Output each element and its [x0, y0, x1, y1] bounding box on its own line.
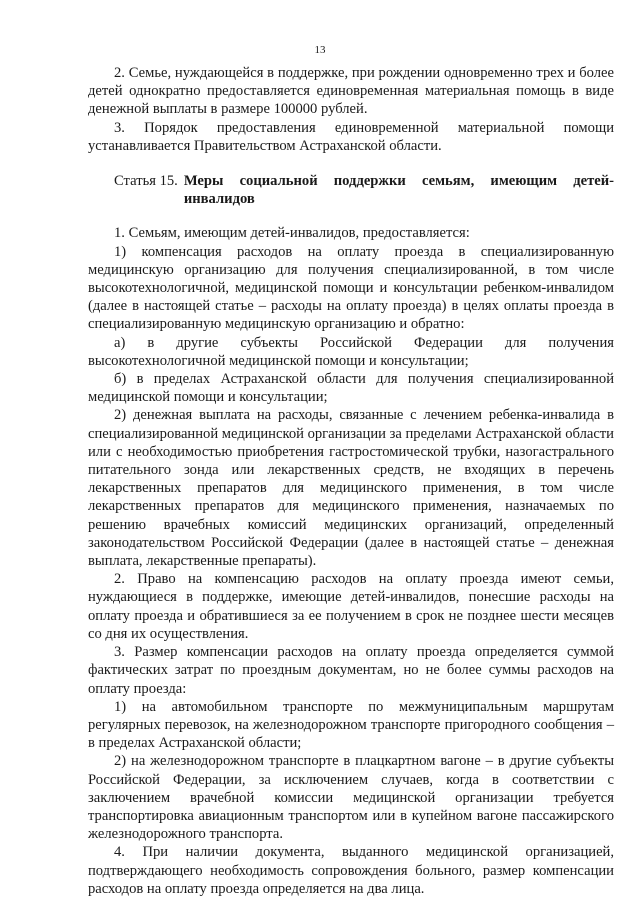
paragraph: 2. Право на компенсацию расходов на оплату проезда имеют семьи, нуждающиеся в поддержке, имеющие детей-инвалидов, понесшие расходы на оплату проезда и обратившиеся за ее получением в срок не позднее шести месяцев со дня их осуществления.	[88, 571, 614, 642]
paragraph: 3. Порядок предоставления единовременной материальной помощи устанавливается Правительством Астраханской области.	[88, 119, 614, 154]
paragraph: 1. Семьям, имеющим детей-инвалидов, предоставляется:	[114, 225, 470, 242]
paragraph: 2) на железнодорожном транспорте в плацкартном вагоне – в другие субъекты Российской Федерации, за исключением случаев, когда в соответствии с заключением врачебной комиссии медицинской организации требуется транспортировка авиационным транспортом или в купейном вагоне пассажирского железнодорожного транспорта.	[88, 753, 614, 843]
paragraph: 1) на автомобильном транспорте по межмуниципальным маршрутам регулярных перевозок, на железнодорожном транспорте пригородного сообщения – в пределах Астраханской области;	[88, 698, 614, 752]
article-title: Меры социальной поддержки семьям, имеющим детей-инвалидов	[183, 173, 614, 208]
paragraph: 2. Семье, нуждающейся в поддержке, при рождении одновременно трех и более детей однократно предоставляется единовременная материальная помощь в виде денежной выплаты в размере 100000 рублей.	[88, 65, 614, 118]
paragraph: 1) компенсация расходов на оплату проезда в специализированную медицинскую организацию для получения специализированной, в том числе высокотехнологичной, медицинской помощи и консультации ребенком-инвалидом (далее в настоящей статье – расходы на оплату проезда) в целях оплаты проезда в специализированную медицинскую организацию и обратно:	[88, 243, 614, 333]
article-heading	[114, 172, 614, 208]
article-number: Статья 15.	[114, 173, 178, 190]
paragraph: 4. При наличии документа, выданного медицинской организацией, подтверждающего необходимость сопровождения больного, размер компенсации расходов на оплату проезда определяется на два лица.	[88, 844, 614, 897]
paragraph: а) в другие субъекты Российской Федерации для получения высокотехнологичной медицинской помощи и консультации;	[88, 334, 614, 369]
document-body	[88, 64, 614, 898]
paragraph: б) в пределах Астраханской области для получения специализированной медицинской помощи и консультации;	[88, 371, 614, 406]
paragraph: 3. Размер компенсации расходов на оплату проезда определяется суммой фактических затрат по проездным документам, но не более суммы расходов на оплату проезда:	[88, 644, 614, 697]
paragraph: 2) денежная выплата на расходы, связанные с лечением ребенка-инвалида в специализированной медицинской организации за пределами Астраханской области или с необходимостью приобретения гастростомической трубки, назогастрального питательного зонда или лекарственных средств, не входящих в перечень лекарственных препаратов для медицинского применения, в том числе лекарственных препаратов для медицинского применения, назначаемых по решению врачебных комиссий медицинских организаций, определенный законодательством Российской Федерации (далее в настоящей статье – денежная выплата, лекарственные препараты).	[88, 407, 614, 570]
page-number: 13	[314, 44, 326, 56]
